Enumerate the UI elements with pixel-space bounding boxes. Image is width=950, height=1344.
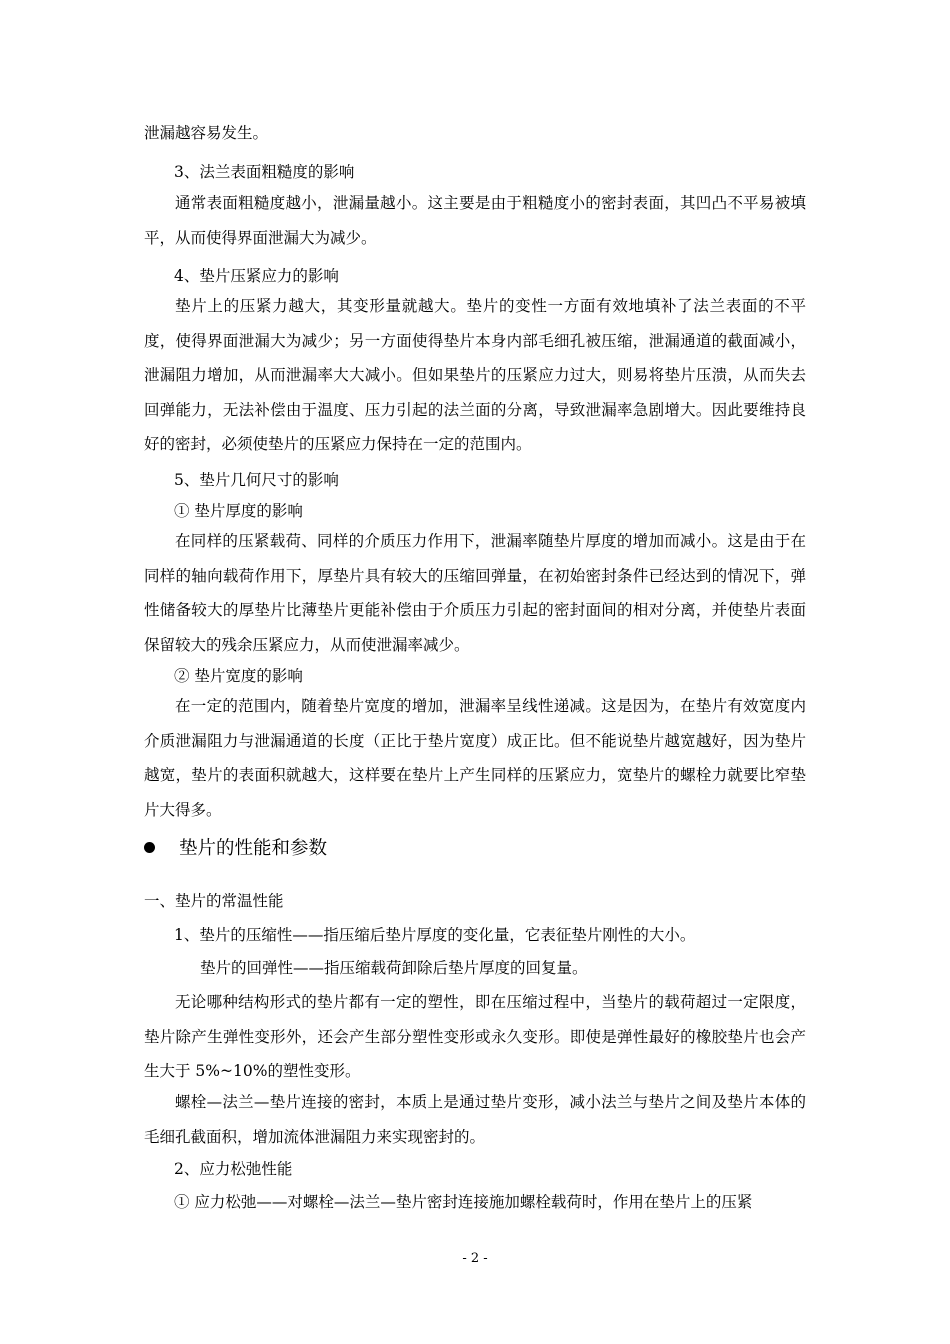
paragraph-compressibility: 1、垫片的压缩性——指压缩后垫片厚度的变化量，它表征垫片刚性的大小。	[174, 926, 696, 944]
paragraph-compression-stress: 垫片上的压紧力越大，其变形量就越大。垫片的变性一方面有效地填补了法兰表面的不平度，使得界面泄漏大为减少；另一方面使得垫片本身内部毛细孔被压缩，泄漏通道的截面减小，泄漏阻力增加，从而泄漏率大大减小。但如果垫片的压紧应力过大，则易将垫片压溃，从而失去回弹能力，无法补偿由于温度、压力引起的法兰面的分离，导致泄漏率急剧增大。因此要维持良好的密封，必须使垫片的压紧应力保持在一定的范围内。	[144, 297, 806, 453]
heading-thickness: ① 垫片厚度的影响	[174, 502, 303, 520]
paragraph-roughness: 通常表面粗糙度越小，泄漏量越小。这主要是由于粗糙度小的密封表面，其凹凸不平易被填平，从而使得界面泄漏大为减少。	[144, 194, 806, 247]
heading-width: ② 垫片宽度的影响	[174, 667, 303, 685]
section-heading	[144, 832, 327, 866]
paragraph-width: 在一定的范围内，随着垫片宽度的增加，泄漏率呈线性递减。这是因为，在垫片有效宽度内介质泄漏阻力与泄漏通道的长度（正比于垫片宽度）成正比。但不能说垫片越宽越好，因为垫片越宽，垫片的表面积就越大，这样要在垫片上产生同样的压紧应力，宽垫片的螺栓力就要比窄垫片大得多。	[144, 697, 806, 819]
paragraph-resilience: 垫片的回弹性——指压缩载荷卸除后垫片厚度的回复量。	[200, 959, 588, 977]
paragraph-plasticity: 无论哪种结构形式的垫片都有一定的塑性，即在压缩过程中，当垫片的载荷超过一定限度，垫片除产生弹性变形外，还会产生部分塑性变形或永久变形。即使是弹性最好的橡胶垫片也会产生大于 5%~10%的塑性变形。	[144, 993, 806, 1080]
heading-stress-relaxation: 2、应力松弛性能	[174, 1160, 293, 1178]
paragraph-sealing: 螺栓—法兰—垫片连接的密封，本质上是通过垫片变形，减小法兰与垫片之间及垫片本体的毛细孔截面积，增加流体泄漏阻力来实现密封的。	[144, 1093, 806, 1146]
heading-geometry: 5、垫片几何尺寸的影响	[174, 471, 339, 489]
paragraph-continuation: 泄漏越容易发生。	[144, 124, 269, 142]
subsection-heading: 一、垫片的常温性能	[144, 892, 284, 910]
page-number: - 2 -	[462, 1251, 488, 1266]
bullet-icon	[144, 842, 155, 853]
paragraph-thickness: 在同样的压紧载荷、同样的介质压力作用下，泄漏率随垫片厚度的增加而减小。这是由于在同样的轴向载荷作用下，厚垫片具有较大的压缩回弹量，在初始密封条件已经达到的情况下，弹性储备较大的厚垫片比薄垫片更能补偿由于介质压力引起的密封面间的相对分离，并使垫片表面保留较大的残余压紧应力，从而使泄漏率减少。	[144, 532, 806, 654]
paragraph-stress-relaxation: ① 应力松弛——对螺栓—法兰—垫片密封连接施加螺栓载荷时，作用在垫片上的压紧	[174, 1193, 753, 1211]
heading-roughness: 3、法兰表面粗糙度的影响	[174, 163, 355, 181]
heading-compression-stress: 4、垫片压紧应力的影响	[174, 267, 339, 285]
section-title: 垫片的性能和参数	[179, 838, 328, 859]
